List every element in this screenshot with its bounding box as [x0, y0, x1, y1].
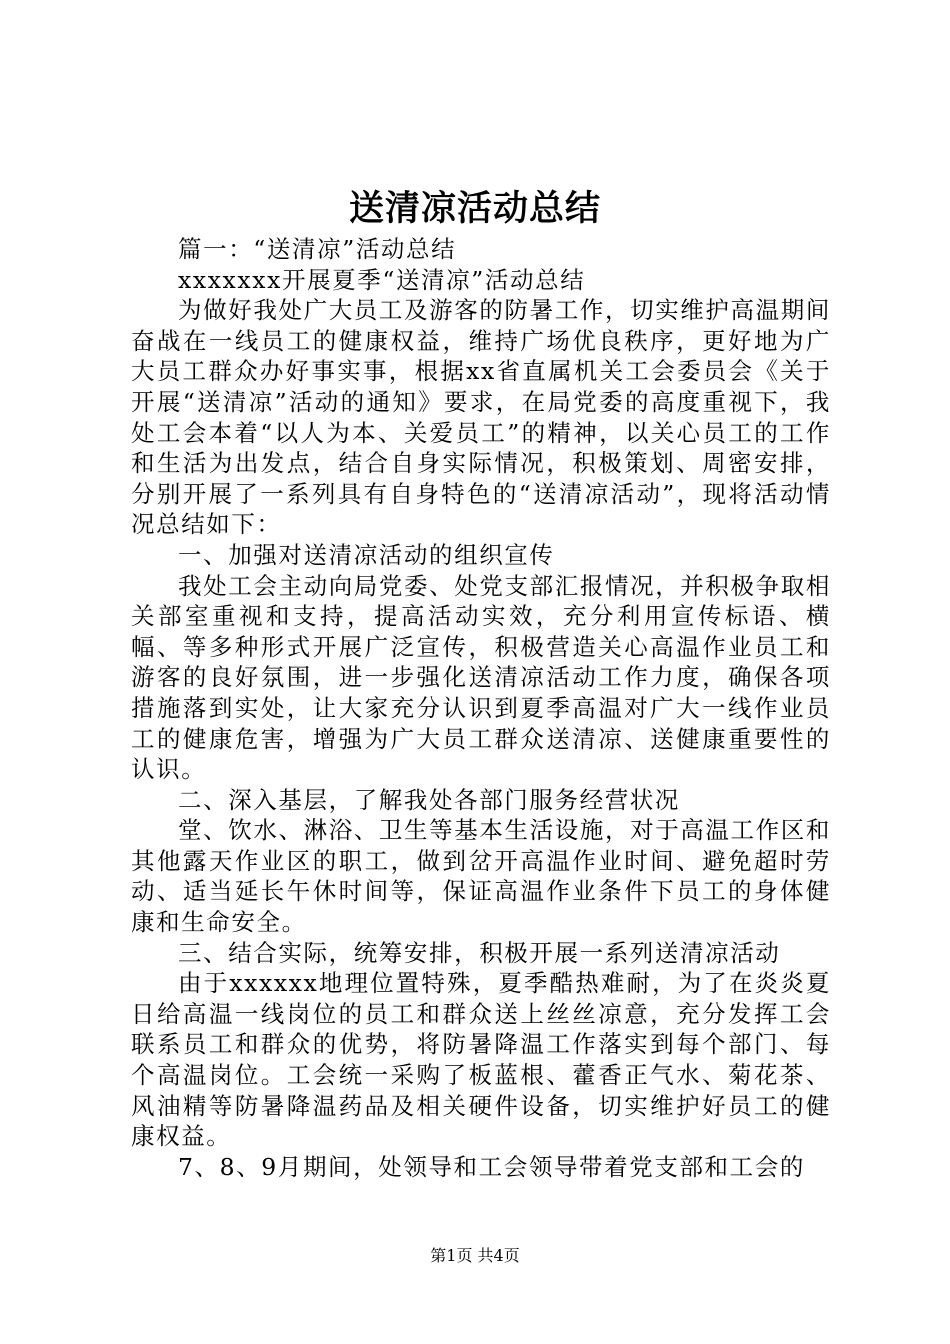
document-body [131, 234, 831, 1182]
paragraph-heading-3: 三、结合实际，统筹安排，积极开展一系列送清凉活动 [178, 938, 781, 967]
paragraph-subtitle: xxxxxxx开展夏季“送清凉”活动总结 [178, 265, 586, 294]
paragraph-intro: 为做好我处广大员工及游客的防暑工作，切实维护高温期间奋战在一线员工的健康权益，维持广场优良秩序，更好地为广大员工群众办好事实事，根据xx省直属机关工会委员会《关于开展“送清凉”活动的通知》要求，在局党委的高度重视下，我处工会本着“以人为本、关爱员工”的精神，以关心员工的工作和生活为出发点，结合自身实际情况，积极策划、周密安排，分别开展了一系列具有自身特色的“送清凉活动”，现将活动情况总结如下： [131, 296, 831, 539]
paragraph-body-4: 7、8、9月期间，处领导和工会领导带着党支部和工会的 [178, 1152, 805, 1181]
paragraph-body-1: 我处工会主动向局党委、处党支部汇报情况，并积极争取相关部室重视和支持，提高活动实效，充分利用宣传标语、横幅、等多种形式开展广泛宣传，积极营造关心高温作业员工和游客的良好氛围，进一步强化送清凉活动工作力度，确保各项措施落到实处，让大家充分认识到夏季高温对广大一线作业员工的健康危害，增强为广大员工群众送清凉、送健康重要性的认识。 [131, 571, 831, 784]
paragraph-heading-2: 二、深入基层，了解我处各部门服务经营状况 [178, 785, 680, 814]
paragraph-section-title: 篇一：“送清凉”活动总结 [178, 235, 457, 263]
paragraph-heading-1: 一、加强对送清凉活动的组织宣传 [178, 540, 555, 569]
paragraph-body-3: 由于xxxxxx地理位置特殊，夏季酷热难耐，为了在炎炎夏日给高温一线岗位的员工和群众送上丝丝凉意，充分发挥工会联系员工和群众的优势，将防暑降温工作落实到每个部门、每个高温岗位。工会统一采购了板蓝根、藿香正气水、菊花茶、风油精等防暑降温药品及相关硬件设备，切实维护好员工的健康权益。 [131, 969, 831, 1151]
paragraph-body-2: 堂、饮水、淋浴、卫生等基本生活设施，对于高温工作区和其他露天作业区的职工，做到岔开高温作业时间、避免超时劳动、适当延长午休时间等，保证高温作业条件下员工的身体健康和生命安全。 [131, 816, 831, 937]
document-title: 送清凉活动总结 [348, 189, 601, 229]
page-number: 第1页 共4页 [430, 1246, 520, 1265]
